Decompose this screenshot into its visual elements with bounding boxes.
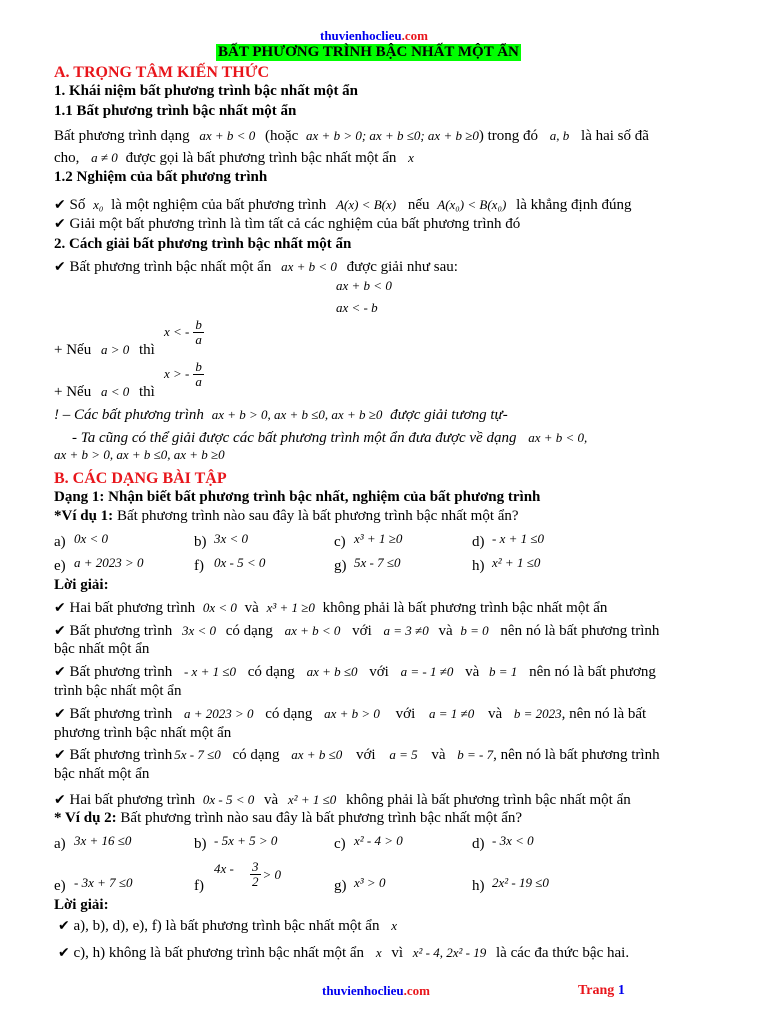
site-name: thuvienhoclieu	[322, 983, 404, 998]
reason-5-cont: bậc nhất một ẩn	[54, 766, 150, 782]
option-item	[54, 555, 144, 576]
option-item	[194, 555, 266, 576]
solution-2-label: Lời giải:	[54, 897, 109, 913]
option-expression: - 3x < 0	[492, 833, 534, 848]
check-icon: ✔	[58, 945, 70, 961]
option-item	[472, 875, 549, 896]
option-expression: x³ + 1 ≥0	[354, 531, 403, 546]
option-label: a)	[54, 534, 66, 550]
option-expression: 0x - 5 < 0	[214, 555, 266, 570]
answer-not-linear: ✔ c), h) không là bất phương trình bậc nhất một ẩn x vì x² - 4, 2x² - 19 là các đa thức bậc hai.	[58, 945, 630, 961]
bullet-solution-def: ✔ Số x₀ là một nghiệm của bất phương trình A(x) < B(x) nếu A(x₀) < B(x₀) là khẳng định đúng	[54, 197, 632, 213]
option-item	[472, 555, 541, 576]
check-icon: ✔	[54, 600, 66, 616]
option-expression: 2x² - 19 ≤0	[492, 875, 549, 890]
check-icon: ✔	[54, 792, 66, 808]
option-item	[334, 555, 401, 576]
check-icon: ✔	[54, 747, 66, 763]
answer-linear: ✔ a), b), d), e), f) là bất phương trình bậc nhất một ẩn x	[58, 918, 397, 934]
option-item	[472, 833, 534, 854]
option-label: e)	[54, 558, 66, 574]
reason-3-cont: trình bậc nhất một ẩn	[54, 683, 182, 699]
check-icon: ✔	[58, 918, 70, 934]
solution-1-label: Lời giải:	[54, 577, 109, 593]
option-expression: - 5x + 5 > 0	[214, 833, 278, 848]
option-label: f)	[194, 558, 204, 574]
option-expression: 3x < 0	[214, 531, 249, 546]
bullet-solve-def: ✔ Giải một bất phương trình là tìm tất cả các nghiệm của bất phương trình đó	[54, 216, 521, 232]
fraction-b-over-a: $\frac{b}{a}$	[195, 317, 202, 347]
header-site[interactable]	[320, 28, 428, 44]
fraction-b-over-a: $\frac{b}{a}$	[195, 359, 202, 389]
option-expression: x² - 4 > 0	[354, 833, 403, 848]
para-definition-2: cho, a ≠ 0 được gọi là bất phương trình bậc nhất một ẩn x	[54, 150, 414, 166]
option-item	[194, 833, 278, 854]
reason-6: ✔ Hai bất phương trình 0x - 5 < 0 và x² + 1 ≤0 không phải là bất phương trình bậc nhất một ẩn	[54, 792, 631, 808]
option-label: d)	[472, 534, 485, 550]
case-a-positive: + Nếu a > 0 thì	[54, 342, 155, 358]
option-label: h)	[472, 558, 485, 574]
reason-5: ✔ Bất phương trình 5x - 7 ≤0 có dạng ax + b ≤0 với a = 5 và b = - 7, nên nó là bất phương trình	[54, 747, 660, 763]
option-expression: 3x + 16 ≤0	[74, 833, 132, 848]
option-expression: - 3x + 7 ≤0	[74, 875, 133, 890]
section-b-heading: B. CÁC DẠNG BÀI TẬP	[54, 470, 227, 487]
check-icon: ✔	[54, 623, 66, 639]
option-expression: 4x -	[214, 861, 234, 876]
heading-2: 2. Cách giải bất phương trình bậc nhất một ẩn	[54, 236, 352, 252]
check-icon: ✔	[54, 216, 66, 232]
example-2-question: * Ví dụ 2: Bất phương trình nào sau đây là bất phương trình bậc nhất một ẩn?	[54, 810, 523, 826]
option-label: b)	[194, 534, 207, 550]
check-icon: ✔	[54, 197, 66, 213]
check-icon: ✔	[54, 259, 66, 275]
option-expression: a + 2023 > 0	[74, 555, 144, 570]
option-label: f)	[194, 878, 204, 894]
option-expression: 0x < 0	[74, 531, 109, 546]
site-name: thuvienhoclieu	[320, 28, 402, 43]
case-a-negative: + Nếu a < 0 thì	[54, 384, 155, 400]
option-label: g)	[334, 558, 347, 574]
type-1-heading: Dạng 1: Nhận biết bất phương trình bậc nhất, nghiệm của bất phương trình	[54, 489, 541, 505]
option-item	[334, 531, 403, 552]
example-1-question: *Ví dụ 1: Bất phương trình nào sau đây là bất phương trình bậc nhất một ẩn?	[54, 508, 519, 524]
reason-2-cont: bậc nhất một ẩn	[54, 641, 150, 657]
option-item	[54, 531, 109, 552]
check-icon: ✔	[54, 706, 66, 722]
reason-1: ✔ Hai bất phương trình 0x < 0 và x³ + 1 ≥0 không phải là bất phương trình bậc nhất một ẩn	[54, 600, 608, 616]
option-expression: - x + 1 ≤0	[492, 531, 545, 546]
option-item	[54, 875, 133, 896]
case-a-result: x < - $\frac{b}{a}$	[164, 317, 202, 347]
section-a-heading: A. TRỌNG TÂM KIẾN THỨC	[54, 64, 269, 81]
option-label: g)	[334, 878, 347, 894]
reason-3: ✔ Bất phương trình - x + 1 ≤0 có dạng ax + b ≤0 với a = - 1 ≠0 và b = 1 nên nó là bất phương	[54, 664, 656, 680]
fraction-three-halves: $\frac{3}{2}$ > 0	[252, 859, 282, 889]
option-label: d)	[472, 836, 485, 852]
para-definition-1: Bất phương trình dạng ax + b < 0 (hoặc ax + b > 0; ax + b ≤0; ax + b ≥0) trong đó a, b là hai số đã	[54, 128, 649, 144]
step-1: ax + b < 0	[336, 278, 392, 293]
reason-4: ✔ Bất phương trình a + 2023 > 0 có dạng ax + b > 0 với a = 1 ≠0 và b = 2023, nên nó là bất	[54, 706, 647, 722]
option-item	[334, 875, 386, 896]
option-item	[194, 861, 234, 896]
option-label: c)	[334, 836, 346, 852]
heading-1-2: 1.2 Nghiệm của bất phương trình	[54, 169, 268, 185]
option-item	[334, 833, 403, 854]
option-expression: 5x - 7 ≤0	[354, 555, 401, 570]
option-label: h)	[472, 878, 485, 894]
reason-4-cont: phương trình bậc nhất một ẩn	[54, 725, 232, 741]
option-expression: x³ > 0	[354, 875, 386, 890]
note-similar: ! – Các bất phương trình ax + b > 0, ax + b ≤0, ax + b ≥0 được giải tương tự-	[54, 407, 508, 423]
site-tld: .com	[401, 28, 428, 43]
footer-site[interactable]	[322, 983, 430, 999]
page-title: BẤT PHƯƠNG TRÌNH BẬC NHẤT MỘT ẨN	[218, 44, 519, 60]
option-label: b)	[194, 836, 207, 852]
page-number: Trang 1	[578, 983, 625, 998]
check-icon: ✔	[54, 664, 66, 680]
heading-1: 1. Khái niệm bất phương trình bậc nhất một ẩn	[54, 83, 359, 99]
bullet-method: ✔ Bất phương trình bậc nhất một ẩn ax + b < 0 được giải như sau:	[54, 259, 458, 275]
reason-2: ✔ Bất phương trình 3x < 0 có dạng ax + b < 0 với a = 3 ≠0 và b = 0 nên nó là bất phương trình	[54, 623, 660, 639]
note-reduce-1: - Ta cũng có thể giải được các bất phương trình một ẩn đưa được về dạng ax + b < 0,	[72, 430, 588, 446]
case-b-result: x > - $\frac{b}{a}$	[164, 359, 202, 389]
option-expression: x² + 1 ≤0	[492, 555, 541, 570]
option-item	[54, 833, 132, 854]
site-tld: .com	[403, 983, 430, 998]
option-item	[472, 531, 545, 552]
step-2: ax < - b	[336, 300, 378, 315]
option-item	[194, 531, 249, 552]
note-reduce-2: ax + b > 0, ax + b ≤0, ax + b ≥0	[54, 447, 225, 462]
heading-1-1: 1.1 Bất phương trình bậc nhất một ẩn	[54, 103, 297, 119]
option-label: c)	[334, 534, 346, 550]
option-label: e)	[54, 878, 66, 894]
option-label: a)	[54, 836, 66, 852]
